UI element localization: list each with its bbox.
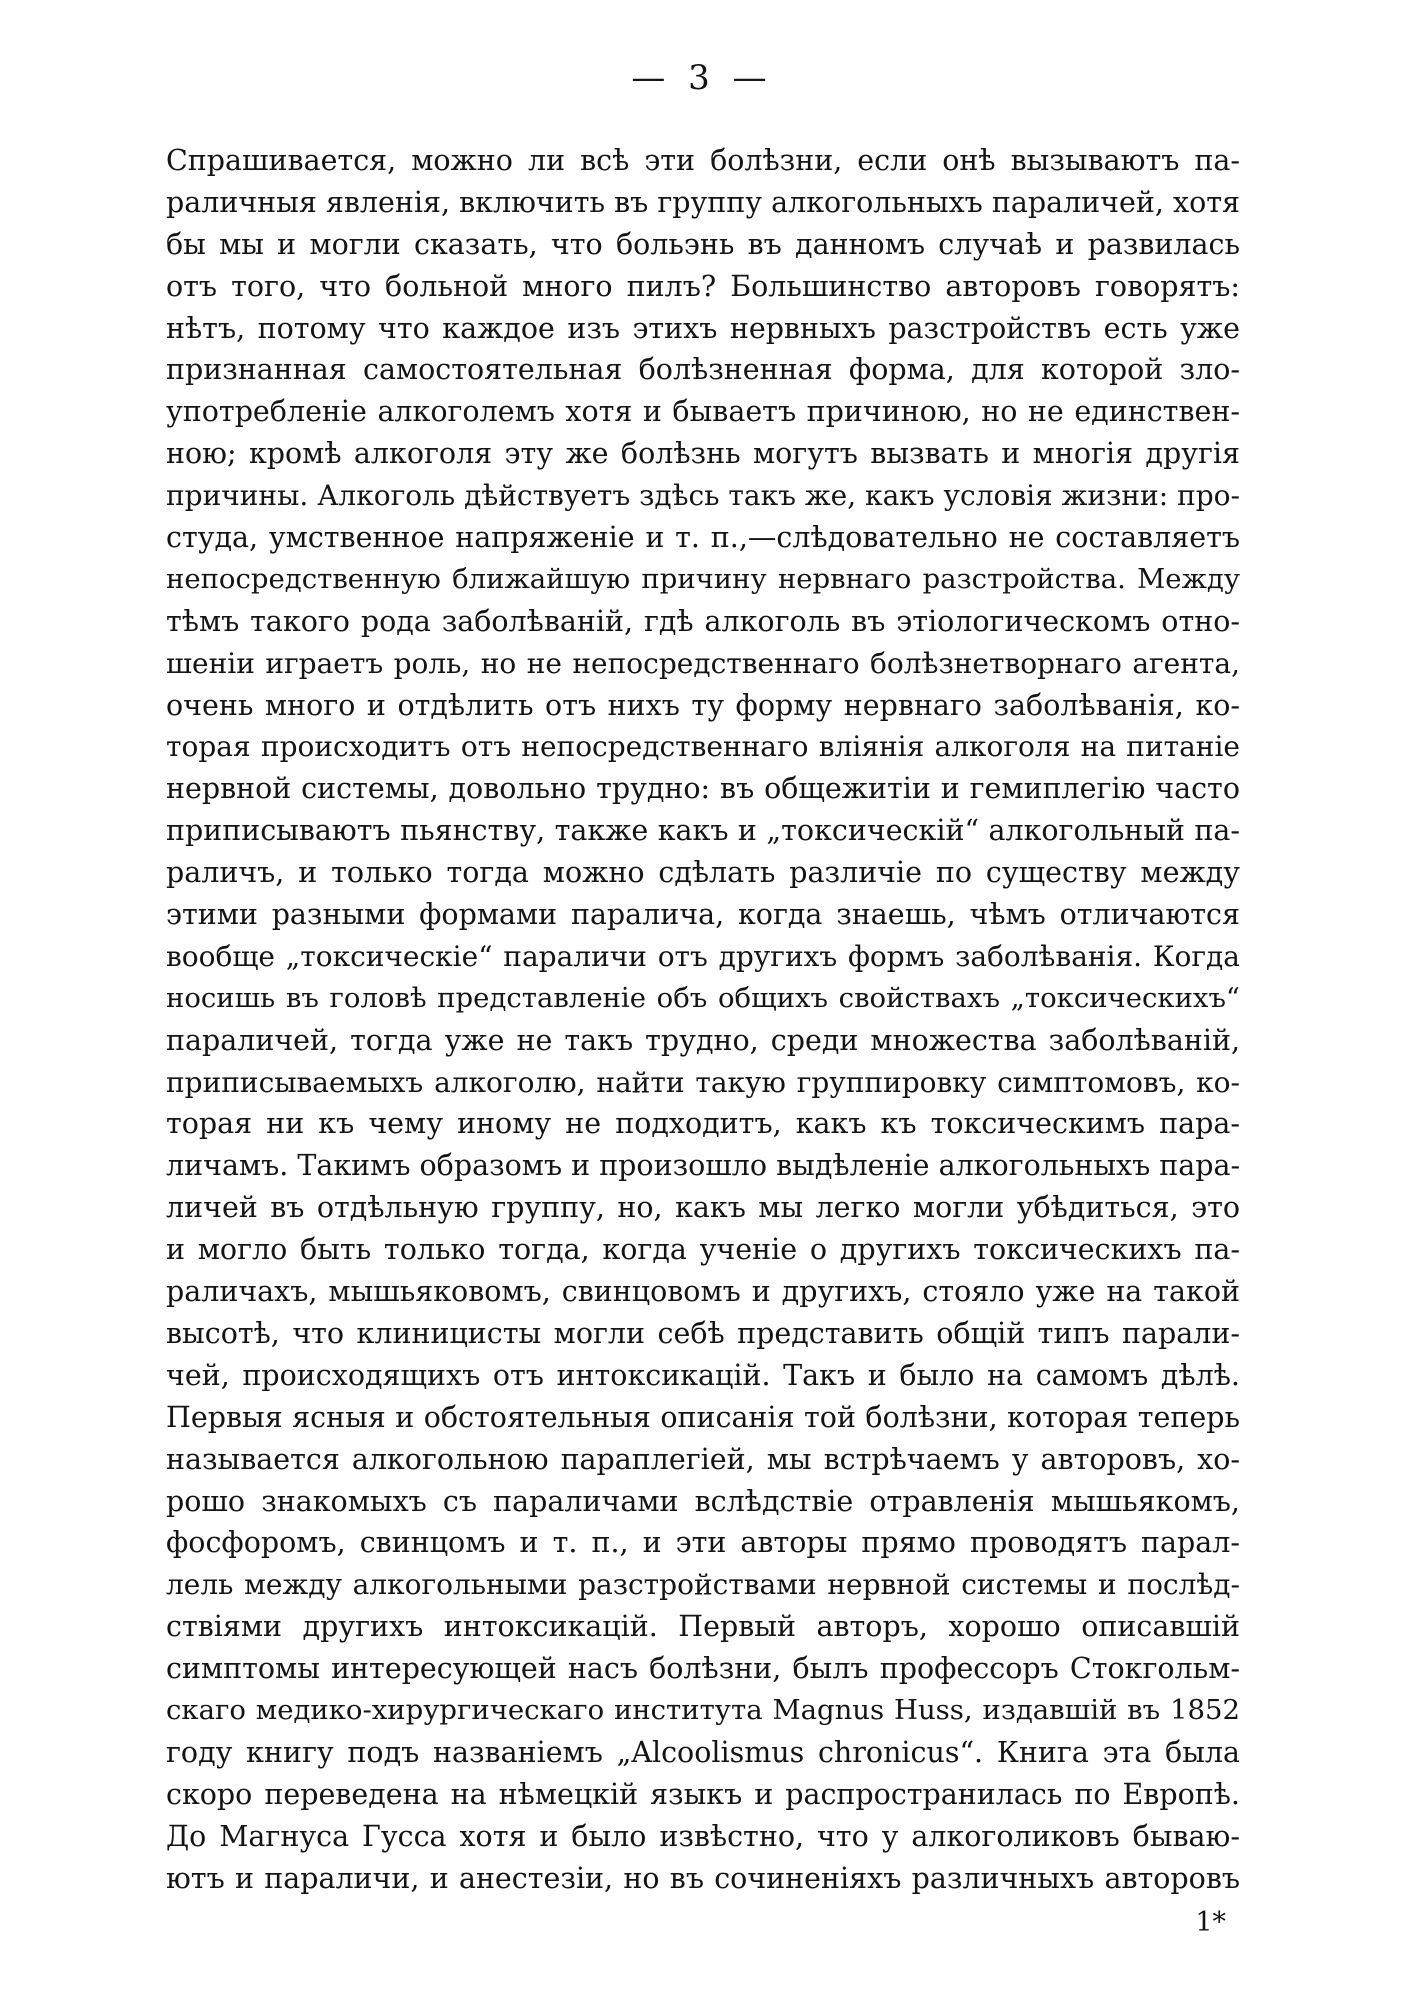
text-line: шеніи играетъ роль, но не непосредственнаго болѣзнетворнаго агента,	[166, 646, 1240, 680]
text-line: высотѣ, что клиницисты могли себѣ представить общій типъ парали-	[166, 1316, 1240, 1350]
text-line: ною; кромѣ алкоголя эту же болѣзнь могутъ вызвать и многія другія	[166, 437, 1240, 471]
text-line: отъ того, что больной много пилъ? Большинство авторовъ говорятъ:	[166, 269, 1240, 303]
text-line: ютъ и параличи, и анестезіи, но въ сочиненіяхъ различныхъ авторовъ	[166, 1861, 1240, 1895]
text-line: рошо знакомыхъ съ параличами вслѣдствіе отравленія мышьякомъ,	[166, 1484, 1240, 1518]
text-line: употребленіе алкоголемъ хотя и бываетъ причиною, но не единствен-	[166, 395, 1240, 429]
text-line: тѣмъ такого рода заболѣваній, гдѣ алкоголь въ этіологическомъ отно-	[166, 604, 1240, 638]
text-line: нѣтъ, потому что каждое изъ этихъ нервныхъ разстройствъ есть уже	[166, 311, 1240, 345]
text-line: Спрашивается, можно ли всѣ эти болѣзни, если онѣ вызываютъ па-	[166, 144, 1240, 177]
text-line: торая ни къ чему иному не подходитъ, какъ къ токсическимъ пара-	[166, 1107, 1240, 1141]
text-line: бы мы и могли сказать, что больэнь въ данномъ случаѣ и развилась	[166, 227, 1240, 261]
text-line: личамъ. Такимъ образомъ и произошло выдѣленіе алкогольныхъ пара-	[166, 1149, 1240, 1183]
text-line: этими разными формами паралича, когда знаешь, чѣмъ отличаются	[166, 898, 1240, 932]
text-line: признанная самостоятельная болѣзненная форма, для которой зло-	[166, 353, 1240, 387]
text-line: нервной системы, довольно трудно: въ общежитіи и гемиплегію часто	[166, 772, 1240, 806]
text-line: Первыя ясныя и обстоятельныя описанія той болѣзни, которая теперь	[166, 1400, 1240, 1434]
page-number: — 3 —	[631, 58, 773, 98]
signature-mark: 1*	[1195, 1907, 1226, 1938]
text-line: торая происходитъ отъ непосредственнаго вліянія алкоголя на питаніе	[166, 730, 1240, 764]
text-line: личей въ отдѣльную группу, но, какъ мы легко могли убѣдиться, это	[166, 1191, 1240, 1225]
text-line: очень много и отдѣлить отъ нихъ ту форму нервнаго заболѣванія, ко-	[166, 688, 1240, 722]
text-line: называется алкогольною параплегіей, мы встрѣчаемъ у авторовъ, хо-	[166, 1442, 1240, 1476]
text-line: приписываемыхъ алкоголю, найти такую группировку симптомовъ, ко-	[166, 1065, 1240, 1099]
text-line: носишь въ головѣ представленіе объ общихъ свойствахъ „токсическихъ“	[166, 981, 1240, 1014]
text-line: году книгу подъ названіемъ „Alcoolismus chronicus“. Книга эта была	[166, 1735, 1240, 1769]
text-line: непосредственную ближайшую причину нервнаго разстройства. Между	[166, 562, 1240, 595]
text-line: приписываютъ пьянству, также какъ и „токсическій“ алкогольный па-	[166, 814, 1240, 848]
text-line: студа, умственное напряженіе и т. п.,—слѣдовательно не составляетъ	[166, 521, 1240, 555]
text-line: и могло быть только тогда, когда ученіе о другихъ токсическихъ па-	[166, 1233, 1240, 1267]
text-line: лель между алкогольными разстройствами нервной системы и послѣд-	[166, 1568, 1240, 1602]
text-line: скоро переведена на нѣмецкій языкъ и распространилась по Европѣ.	[166, 1777, 1240, 1811]
text-line: вообще „токсическіе“ параличи отъ другихъ формъ заболѣванія. Когда	[166, 939, 1240, 973]
text-line: параличей, тогда уже не такъ трудно, среди множества заболѣваній,	[166, 1023, 1240, 1057]
text-line: симптомы интересующей насъ болѣзни, былъ профессоръ Стокгольм-	[166, 1652, 1240, 1686]
text-line: фосфоромъ, свинцомъ и т. п., и эти авторы прямо проводятъ парал-	[166, 1526, 1240, 1560]
text-line: скаго медико-хирургическаго института Magnus Huss, издавшій въ 1852	[166, 1693, 1240, 1726]
body-text	[166, 140, 1240, 1899]
text-line: причины. Алкоголь дѣйствуетъ здѣсь такъ же, какъ условія жизни: про-	[166, 479, 1240, 513]
text-line: До Магнуса Гусса хотя и было извѣстно, что у алкоголиковъ бываю-	[166, 1819, 1240, 1853]
text-line: раличахъ, мышьяковомъ, свинцовомъ и другихъ, стояло уже на такой	[166, 1275, 1240, 1309]
text-line: раличныя явленія, включить въ группу алкогольныхъ параличей, хотя	[166, 185, 1240, 219]
text-line: чей, происходящихъ отъ интоксикацій. Такъ и было на самомъ дѣлѣ.	[166, 1358, 1240, 1392]
text-line: раличъ, и только тогда можно сдѣлать различіе по существу между	[166, 856, 1240, 890]
text-line: ствіями другихъ интоксикацій. Первый авторъ, хорошо описавшій	[166, 1610, 1240, 1644]
